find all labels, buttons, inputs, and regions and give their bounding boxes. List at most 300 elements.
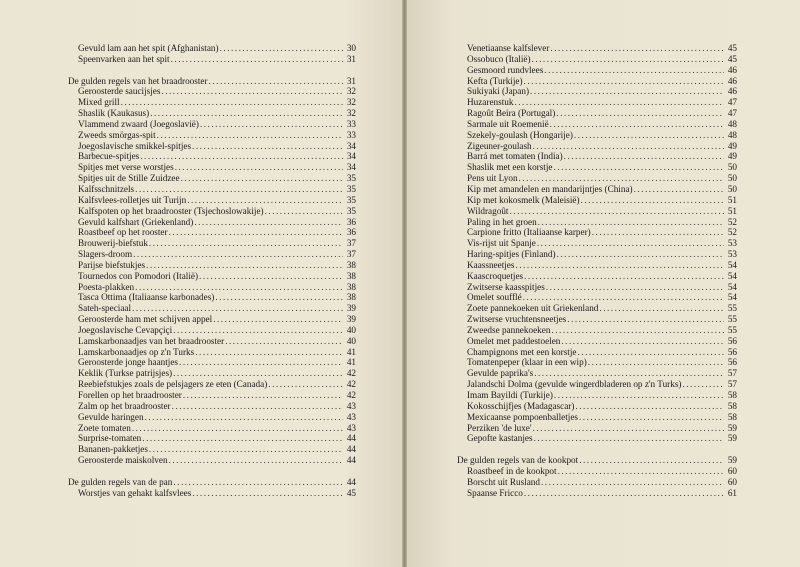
- dot-leader: [550, 43, 724, 54]
- toc-entry: [68, 206, 356, 217]
- toc-entry: [457, 162, 737, 173]
- dot-leader: [169, 455, 343, 466]
- toc-entry: [68, 54, 356, 65]
- page-number: 53: [727, 238, 737, 249]
- entry-title: Kalfspoten op het braadrooster (Tsjechoslowakije): [78, 205, 264, 216]
- page-number: 52: [727, 227, 737, 238]
- dot-leader: [172, 401, 343, 412]
- toc-spacer: [68, 466, 356, 477]
- toc-entry: [68, 238, 356, 249]
- dot-leader: [225, 336, 343, 347]
- toc-entry: [457, 249, 737, 260]
- page-number: 48: [727, 118, 737, 129]
- toc-entry: [457, 368, 737, 379]
- page-number: 38: [346, 270, 356, 281]
- entry-title: Omelet soufflé: [467, 292, 522, 303]
- page-number: 57: [727, 379, 737, 390]
- dot-leader: [556, 108, 724, 119]
- dot-leader: [534, 433, 724, 444]
- dot-leader: [171, 54, 343, 65]
- toc-entry: [68, 43, 356, 54]
- page-number: 58: [727, 390, 737, 400]
- entry-title: Shaslik (Kaukasus): [78, 108, 150, 119]
- page-number: 32: [346, 97, 356, 108]
- toc-entry: [457, 271, 737, 282]
- dot-leader: [213, 314, 343, 325]
- page-number: 60: [727, 476, 737, 487]
- toc-entry: [68, 336, 356, 347]
- toc-entry: [68, 347, 356, 358]
- entry-title: Reebiefstukjes zoals de pelsjagers ze eten (Canada): [78, 379, 268, 390]
- entry-title: Gevuld kalfshart (Griekenland): [78, 216, 194, 227]
- dot-leader: [634, 184, 724, 195]
- dot-leader: [173, 368, 343, 379]
- entry-title: Tomatenpeper (klaar in een wip): [467, 357, 587, 368]
- entry-title: Spitjes met verse worstjes: [78, 162, 174, 173]
- entry-title: Zoete tomaten: [78, 422, 131, 433]
- toc-entry: [457, 206, 737, 217]
- dot-leader: [541, 477, 724, 488]
- page-number: 36: [346, 216, 356, 227]
- toc-entry: [457, 401, 737, 412]
- dot-leader: [515, 260, 724, 271]
- entry-title: Spitjes uit de Stille Zuidzee: [78, 173, 180, 184]
- entry-title: Keklik (Turkse patrijsjes): [78, 368, 173, 379]
- entry-title: Kefta (Turkije): [467, 75, 523, 86]
- toc-entry: [68, 357, 356, 368]
- toc-right-column: [457, 43, 737, 498]
- dot-leader: [121, 97, 343, 108]
- entry-title: Zwitserse kaasspitjes: [467, 281, 545, 292]
- toc-entry: [68, 217, 356, 228]
- page-number: 58: [727, 411, 737, 422]
- page-number: 32: [346, 108, 356, 119]
- entry-title: Vlammend zwaard (Joegoslavië): [78, 118, 199, 129]
- toc-entry: [457, 43, 737, 54]
- toc-entry: [68, 423, 356, 434]
- entry-title: Barrá met tomaten (India): [467, 151, 563, 162]
- dot-leader: [581, 195, 724, 206]
- entry-title: Kip met kokosmelk (Maleisië): [467, 194, 580, 205]
- entry-title: Pens uit Lyon: [467, 173, 518, 184]
- entry-title: Mixed grill: [78, 97, 120, 108]
- entry-title: Ossobuco (Italië): [467, 53, 531, 64]
- toc-entry: [457, 423, 737, 434]
- dot-leader: [524, 271, 724, 282]
- toc-entry: [457, 260, 737, 271]
- toc-entry: [457, 466, 737, 477]
- page-number: 44: [346, 433, 356, 444]
- dot-leader: [577, 347, 724, 358]
- entry-title: Wildragoût: [467, 205, 509, 216]
- page-number: 43: [346, 422, 356, 433]
- entry-title: Sateh-speciaal: [78, 303, 132, 314]
- page-number: 61: [727, 487, 737, 498]
- dot-leader: [149, 444, 343, 455]
- entry-title: Lamskarbonaadjes op z'n Turks: [78, 346, 195, 357]
- entry-title: Jalandschi Dolma (gevulde wingerdbladeren op z'n Turks): [467, 379, 682, 390]
- dot-leader: [173, 477, 343, 488]
- entry-title: Kip met amandelen en mandarijntjes (China): [467, 183, 633, 194]
- dot-leader: [532, 54, 724, 65]
- entry-title: Szekely-goulash (Hongarije): [467, 129, 573, 140]
- entry-title: Carpione fritto (Italiaanse karper): [467, 227, 591, 238]
- entry-title: Joegoslavische smikkel-spitjes: [78, 140, 192, 151]
- toc-entry: [457, 357, 737, 368]
- toc-entry: [68, 227, 356, 238]
- toc-left-column: [68, 43, 356, 498]
- entry-title: Gepofte kastanjes: [467, 433, 533, 444]
- toc-entry: [68, 162, 356, 173]
- toc-entry: [68, 141, 356, 152]
- page-number: 44: [346, 476, 356, 487]
- entry-title: Sarmale uit Roemenië: [467, 118, 549, 129]
- page-number: 35: [346, 173, 356, 184]
- dot-leader: [544, 65, 724, 76]
- page-number: 55: [727, 303, 737, 314]
- entry-title: Champignons met een korstje: [467, 346, 577, 357]
- toc-entry: [68, 97, 356, 108]
- entry-title: Paling in het groen: [467, 216, 537, 227]
- dot-leader: [132, 303, 343, 314]
- page-number: 45: [727, 53, 737, 64]
- entry-title: Kaassneetjes: [467, 259, 515, 270]
- page-number: 51: [727, 205, 737, 216]
- page-number: 38: [346, 292, 356, 303]
- page-number: 43: [346, 400, 356, 411]
- dot-leader: [546, 282, 724, 293]
- entry-title: Mexicaanse pompoenballetjes: [467, 411, 578, 422]
- toc-entry: [68, 130, 356, 141]
- toc-entry: [457, 379, 737, 390]
- dot-leader: [132, 423, 343, 434]
- toc-entry: [68, 249, 356, 260]
- toc-entry: [457, 325, 737, 336]
- entry-title: Kaascroquetjes: [467, 270, 524, 281]
- dot-leader: [588, 357, 724, 368]
- toc-entry: [457, 184, 737, 195]
- entry-title: Sukiyaki (Japan): [467, 86, 530, 97]
- toc-entry: [457, 65, 737, 76]
- dot-leader: [558, 466, 724, 477]
- entry-title: Kalfsschnitzels: [78, 183, 135, 194]
- dot-leader: [533, 423, 724, 434]
- toc-entry: [457, 119, 737, 130]
- entry-title: Gevulde paprika's: [467, 368, 534, 379]
- page-number: 31: [346, 75, 356, 86]
- page-number: 49: [727, 151, 737, 162]
- entry-title: Haring-spitjes (Finland): [467, 249, 556, 260]
- page-number: 34: [346, 151, 356, 162]
- page-number: 56: [727, 335, 737, 346]
- dot-leader: [161, 86, 343, 97]
- entry-title: Huzarenstuk: [467, 97, 514, 108]
- toc-entry: [457, 151, 737, 162]
- dot-leader: [149, 238, 343, 249]
- toc-entry: [68, 401, 356, 412]
- page-number: 44: [346, 455, 356, 466]
- page-number: 37: [346, 238, 356, 249]
- entry-title: De gulden regels van de pan: [68, 476, 173, 487]
- toc-entry: [457, 238, 737, 249]
- page-number: 36: [346, 227, 356, 238]
- dot-leader: [135, 184, 343, 195]
- toc-section-entry: [68, 76, 356, 87]
- entry-title: Roastbeef op het rooster: [78, 227, 168, 238]
- dot-leader: [574, 130, 724, 141]
- toc-entry: [68, 184, 356, 195]
- toc-entry: [68, 151, 356, 162]
- dot-leader: [551, 325, 724, 336]
- entry-title: Shaslik met een korstje: [467, 162, 553, 173]
- toc-section-entry: [68, 477, 356, 488]
- entry-title: Gevuld lam aan het spit (Afghanistan): [78, 43, 219, 53]
- entry-title: Roastbeef in de kookpot: [467, 465, 557, 476]
- page-number: 39: [346, 314, 356, 325]
- entry-title: Geroosterde saucijsjes: [78, 86, 161, 97]
- entry-title: Perziken 'de luxe': [467, 422, 532, 433]
- page-number: 54: [727, 259, 737, 270]
- dot-leader: [557, 249, 724, 260]
- dot-leader: [133, 249, 343, 260]
- page-number: 31: [346, 53, 356, 64]
- dot-leader: [514, 97, 724, 108]
- page-number: 34: [346, 162, 356, 173]
- page-number: 35: [346, 183, 356, 194]
- entry-title: Gesmoord rundvlees: [467, 64, 544, 75]
- page-number: 55: [727, 314, 737, 325]
- toc-entry: [457, 488, 737, 499]
- dot-leader: [592, 227, 724, 238]
- toc-entry: [68, 412, 356, 423]
- page-number: 47: [727, 97, 737, 108]
- page-number: 35: [346, 194, 356, 205]
- toc-entry: [68, 282, 356, 293]
- page-number: 56: [727, 357, 737, 368]
- toc-entry: [68, 173, 356, 184]
- toc-entry: [457, 347, 737, 358]
- dot-leader: [554, 390, 724, 401]
- dot-leader: [187, 195, 343, 206]
- toc-entry: [457, 314, 737, 325]
- toc-entry: [68, 390, 356, 401]
- page-number: 42: [346, 390, 356, 400]
- dot-leader: [220, 43, 343, 54]
- dot-leader: [579, 455, 724, 466]
- dot-leader: [567, 314, 724, 325]
- page-number: 54: [727, 281, 737, 292]
- page-number: 33: [346, 118, 356, 129]
- page-number: 59: [727, 422, 737, 433]
- dot-leader: [181, 173, 343, 184]
- toc-entry: [457, 390, 737, 401]
- toc-entry: [457, 412, 737, 423]
- entry-title: Speenvarken aan het spit: [78, 53, 170, 64]
- page-number: 40: [346, 324, 356, 335]
- entry-title: Surprise-tomaten: [78, 433, 142, 444]
- page-number: 52: [727, 216, 737, 227]
- dot-leader: [553, 162, 724, 173]
- dot-leader: [173, 325, 343, 336]
- page-number: 46: [727, 64, 737, 75]
- entry-title: Borscht uit Rusland: [467, 476, 540, 487]
- toc-entry: [457, 130, 737, 141]
- entry-title: De gulden regels van het braadrooster: [68, 75, 208, 86]
- entry-title: Bananen-pakketjes: [78, 444, 148, 455]
- toc-entry: [68, 86, 356, 97]
- dot-leader: [509, 206, 724, 217]
- toc-entry: [68, 455, 356, 466]
- entry-title: Geroosterde ham met schijven appel: [78, 314, 213, 325]
- toc-entry: [68, 303, 356, 314]
- dot-leader: [537, 238, 724, 249]
- dot-leader: [183, 390, 343, 401]
- dot-leader: [140, 151, 343, 162]
- toc-entry: [68, 292, 356, 303]
- page-number: 46: [727, 86, 737, 97]
- dot-leader: [215, 292, 343, 303]
- entry-title: Zalm op het braadrooster: [78, 400, 171, 411]
- toc-entry: [457, 86, 737, 97]
- entry-title: Tasca Ottima (Italiaanse karbonades): [78, 292, 215, 303]
- page-number: 37: [346, 249, 356, 260]
- entry-title: Lamskarbonaadjes van het braadrooster: [78, 335, 225, 346]
- dot-leader: [575, 401, 724, 412]
- toc-entry: [457, 282, 737, 293]
- dot-leader: [534, 368, 724, 379]
- page-number: 55: [727, 324, 737, 335]
- page-number: 35: [346, 205, 356, 216]
- toc-entry: [68, 325, 356, 336]
- toc-entry: [457, 433, 737, 444]
- dot-leader: [530, 86, 724, 97]
- book-spine: [402, 0, 407, 567]
- dot-leader: [175, 162, 343, 173]
- entry-title: Zweedse pannekoeken: [467, 324, 551, 335]
- dot-leader: [524, 488, 724, 499]
- dot-leader: [145, 412, 343, 423]
- dot-leader: [265, 206, 343, 217]
- entry-title: Barbecue-spitjes: [78, 151, 140, 162]
- toc-entry: [457, 97, 737, 108]
- entry-title: Poesta-plakken: [78, 281, 135, 292]
- dot-leader: [135, 282, 343, 293]
- entry-title: Tournedos con Pomodori (Italië): [78, 270, 199, 281]
- entry-title: Geroosterde jonge haantjes: [78, 357, 179, 368]
- entry-title: Vis-rijst uit Spanje: [467, 238, 536, 249]
- page-number: 44: [346, 444, 356, 455]
- page-number: 38: [346, 281, 356, 292]
- page-number: 54: [727, 270, 737, 281]
- page-number: 45: [346, 487, 356, 498]
- entry-title: Zwitserse vruchtensneetjes: [467, 314, 567, 325]
- dot-leader: [268, 379, 343, 390]
- dot-leader: [150, 108, 343, 119]
- page-number: 50: [727, 162, 737, 173]
- toc-entry: [68, 444, 356, 455]
- dot-leader: [179, 357, 343, 368]
- toc-spacer: [457, 444, 737, 455]
- dot-leader: [538, 217, 724, 228]
- toc-entry: [457, 292, 737, 303]
- entry-title: Omelet met paddestoelen: [467, 335, 561, 346]
- dot-leader: [157, 130, 343, 141]
- toc-entry: [457, 227, 737, 238]
- dot-leader: [209, 76, 343, 87]
- toc-entry: [68, 108, 356, 119]
- toc-entry: [457, 54, 737, 65]
- toc-entry: [457, 76, 737, 87]
- dot-leader: [561, 336, 724, 347]
- dot-leader: [682, 379, 724, 390]
- entry-title: Zweeds smörgas-spit: [78, 129, 156, 140]
- page-number: 42: [346, 368, 356, 379]
- entry-title: Venetiaanse kalfslever: [467, 43, 550, 53]
- dot-leader: [146, 260, 343, 271]
- page-number: 33: [346, 129, 356, 140]
- page-number: 58: [727, 400, 737, 411]
- page-number: 40: [346, 335, 356, 346]
- page-number: 53: [727, 249, 737, 260]
- page-number: 30: [346, 43, 356, 53]
- page-number: 56: [727, 346, 737, 357]
- dot-leader: [142, 433, 343, 444]
- entry-title: Joegoslavische Cevapçiçi: [78, 324, 173, 335]
- dot-leader: [579, 412, 724, 423]
- page-number: 45: [727, 43, 737, 53]
- dot-leader: [192, 488, 343, 499]
- page-number: 59: [727, 433, 737, 444]
- entry-title: Zigeuner-goulash: [467, 140, 532, 151]
- dot-leader: [524, 76, 724, 87]
- toc-entry: [457, 336, 737, 347]
- page-number: 47: [727, 108, 737, 119]
- page-number: 46: [727, 75, 737, 86]
- page-number: 51: [727, 194, 737, 205]
- entry-title: Ragoût Beira (Portugal): [467, 108, 556, 119]
- entry-title: Brouwerij-biefstuk: [78, 238, 148, 249]
- entry-title: De gulden regels van de kookpot: [457, 455, 579, 466]
- entry-title: Spaanse Fricco: [467, 487, 523, 498]
- toc-entry: [457, 141, 737, 152]
- page-number: 54: [727, 292, 737, 303]
- toc-entry: [457, 217, 737, 228]
- page-number: 41: [346, 357, 356, 368]
- toc-entry: [68, 271, 356, 282]
- entry-title: Parijse biefstukjes: [78, 259, 146, 270]
- page-number: 39: [346, 303, 356, 314]
- dot-leader: [169, 227, 343, 238]
- dot-leader: [519, 173, 724, 184]
- entry-title: Forellen op het braadrooster: [78, 390, 182, 400]
- page-number: 59: [727, 455, 737, 466]
- dot-leader: [192, 141, 343, 152]
- dot-leader: [200, 119, 343, 130]
- page-number: 49: [727, 140, 737, 151]
- toc-entry: [68, 119, 356, 130]
- page-number: 57: [727, 368, 737, 379]
- toc-entry: [68, 368, 356, 379]
- entry-title: Geroosterde maiskolven: [78, 455, 168, 466]
- toc-entry: [457, 195, 737, 206]
- toc-entry: [68, 314, 356, 325]
- toc-entry: [68, 195, 356, 206]
- toc-entry: [457, 477, 737, 488]
- page-number: 34: [346, 140, 356, 151]
- page-number: 32: [346, 86, 356, 97]
- page-number: 43: [346, 411, 356, 422]
- page-number: 50: [727, 183, 737, 194]
